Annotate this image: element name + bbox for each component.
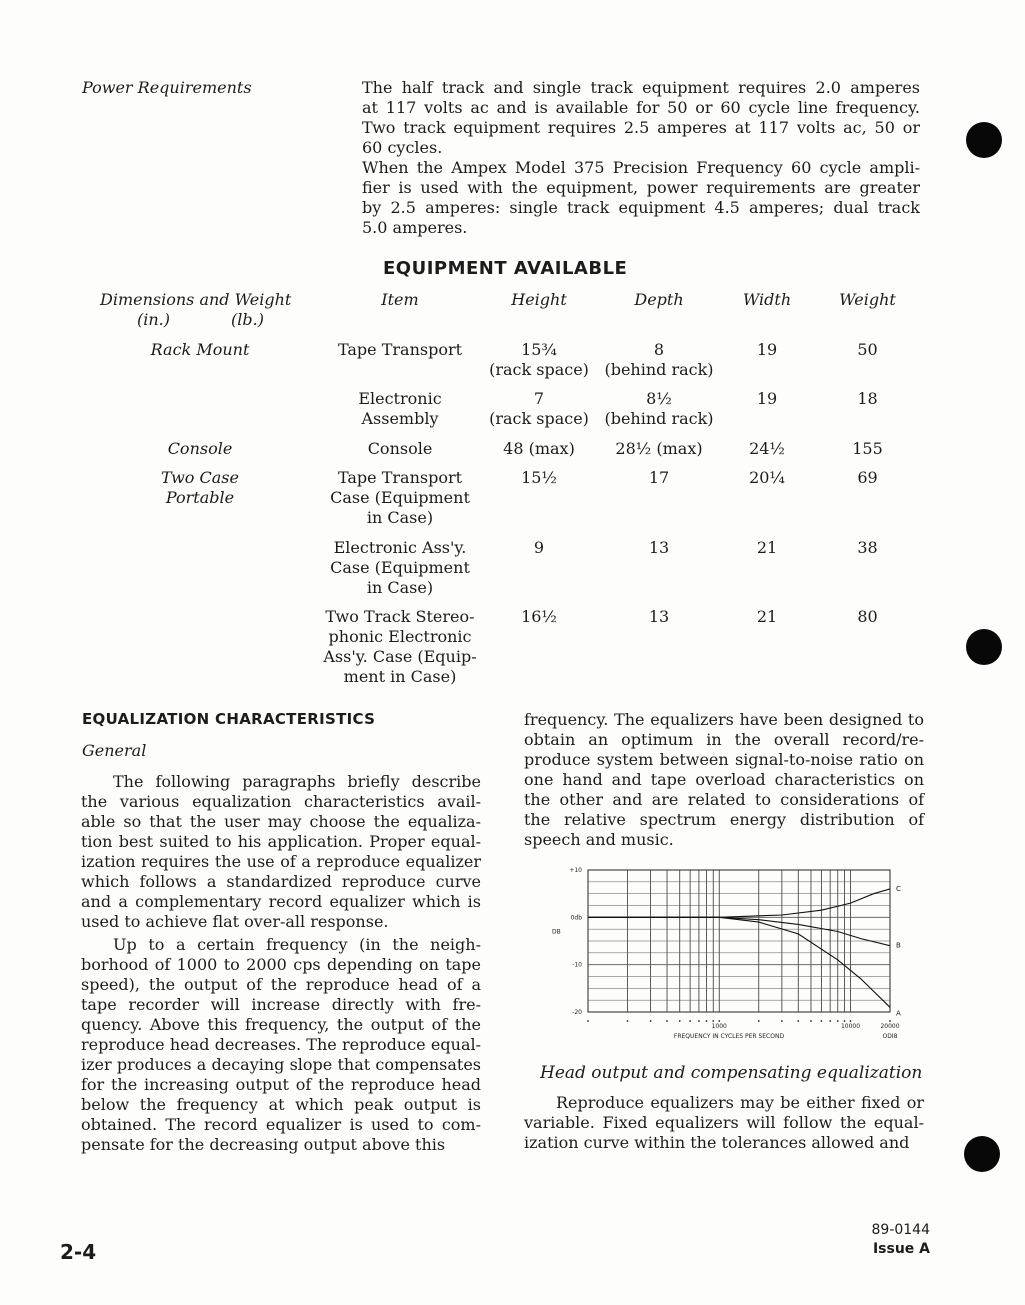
row-width: 19 [756, 389, 778, 408]
chart-caption: Head output and compensating equalization [540, 1063, 923, 1083]
header-item: Item [381, 290, 419, 309]
chart-x-tick-mark [837, 1020, 839, 1022]
row-depth: 8 (behind rack) [604, 340, 714, 379]
row-item: Tape Transport Case (Equipment in Case) [330, 468, 470, 527]
power-line: fier is used with the equipment, power requirements are greater [362, 178, 920, 197]
issue-label: Issue A [872, 1241, 930, 1257]
row-width: 24½ [749, 439, 785, 458]
chart-corner-label: ODI8 [882, 1033, 898, 1040]
row-height: 15¾ (rack space) [489, 340, 589, 379]
power-line: 5.0 amperes. [362, 218, 468, 237]
chart-x-tick-mark [797, 1020, 799, 1022]
chart-x-tick-label: 1000 [711, 1023, 727, 1030]
row-height: 48 (max) [503, 439, 575, 458]
chart-x-tick-mark [689, 1020, 691, 1022]
header-width: Width [742, 290, 792, 309]
row-item: Electronic Ass'y. Case (Equipment in Case) [330, 538, 470, 597]
chart-x-tick-mark [666, 1020, 668, 1022]
row-item: Console [367, 439, 433, 458]
row-weight: 155 [852, 439, 883, 458]
units-in-label: (in.) [137, 310, 170, 329]
general-subheading: General [82, 741, 147, 760]
row-item: Tape Transport [337, 340, 463, 359]
row-item: Electronic Assembly [358, 389, 442, 428]
chart-x-tick-mark [650, 1020, 652, 1022]
row-weight: 80 [857, 607, 878, 626]
page-number: 2-4 [60, 1240, 97, 1264]
chart-x-tick-mark [679, 1020, 681, 1022]
row-item: Two Track Stereo- phonic Electronic Ass'y. Case (Equip- ment in Case) [323, 607, 477, 686]
chart-x-tick-mark [889, 1020, 891, 1022]
row-height: 9 [533, 538, 545, 557]
chart-series-label-c: C [896, 884, 901, 893]
row-width: 21 [756, 538, 778, 557]
binder-hole-top [966, 122, 1002, 158]
power-line: Two track equipment requires 2.5 amperes at 117 volts ac, 50 or [362, 118, 920, 137]
chart-x-tick-mark [698, 1020, 700, 1022]
row-width: 20¼ [749, 468, 785, 487]
chart-x-tick-mark [718, 1020, 720, 1022]
row-depth: 28½ (max) [615, 439, 703, 458]
equalization-paragraph-2: Up to a certain frequency (in the neigh-borhood of 1000 to 2000 cps depending on tape speed), the output of the reproduce head of a tape recorder will increase directly with fre-quency. Above this frequency, the output of the reproduce head decreases. The reproduce equal-izer produces a decaying slope that compensates for the increasing output of the reproduce head below the frequency at which peak output is obtained. The record equalizer is used to com-pensate for the decreasing output above this [81, 935, 481, 1154]
chart-x-tick-mark [850, 1020, 852, 1022]
row-weight: 18 [857, 389, 878, 408]
row-weight: 69 [857, 468, 878, 487]
header-depth: Depth [634, 290, 684, 309]
equalization-paragraph-1: The following paragraphs briefly describe the various equalization characteristics avail-able so that the user may choose the equaliza-tion best suited to his application. Proper equal-ization requires the use of a reproduce equalizer which follows a standardized reproduce curve and a complementary record equalizer which is used to achieve flat over-all response. [81, 772, 481, 931]
row-depth: 8½ (behind rack) [604, 389, 714, 428]
dimensions-weight-label: Dimensions and Weight [100, 290, 292, 309]
power-line: 60 cycles. [362, 138, 443, 157]
row-weight: 38 [857, 538, 878, 557]
chart-x-tick-mark [706, 1020, 708, 1022]
chart-x-tick-mark [627, 1020, 629, 1022]
chart-y-tick-label: 0db [570, 914, 582, 922]
category-console: Console [167, 439, 233, 458]
row-depth: 17 [648, 468, 670, 487]
header-weight: Weight [839, 290, 896, 309]
category-two-case-portable: Two Case Portable [161, 468, 239, 507]
equalization-chart [540, 860, 920, 1052]
chart-y-axis-label: DB [552, 928, 561, 936]
row-depth: 13 [648, 538, 670, 557]
units-lb-label: (lb.) [231, 310, 264, 329]
binder-hole-bottom [964, 1136, 1000, 1172]
chart-x-tick-mark [829, 1020, 831, 1022]
row-depth: 13 [648, 607, 670, 626]
chart-x-tick-mark [810, 1020, 812, 1022]
chart-x-tick-label: 20000 [880, 1023, 900, 1030]
power-line: by 2.5 amperes: single track equipment 4.5 amperes; dual track [362, 198, 920, 217]
chart-x-axis-label: FREQUENCY IN CYCLES PER SECOND [673, 1033, 785, 1040]
chart-x-tick-mark [712, 1020, 714, 1022]
binder-hole-middle [966, 629, 1002, 665]
chart-y-tick-label: -10 [572, 961, 582, 969]
equalization-paragraph-3: frequency. The equalizers have been designed to obtain an optimum in the overall record/re-produce system between signal-to-noise ratio on one hand and tape overload characteristics on the other and are related to considerations of the relative spectrum energy distribution of speech and music. [524, 710, 924, 849]
header-height: Height [511, 290, 567, 309]
chart-x-tick-mark [587, 1020, 589, 1022]
chart-x-tick-mark [820, 1020, 822, 1022]
chart-series-label-a: A [896, 1009, 901, 1018]
power-line: at 117 volts ac and is available for 50 or 60 cycle line frequency. [362, 98, 920, 117]
chart-y-tick-label: -20 [572, 1009, 582, 1016]
document-number: 89-0144 [871, 1222, 930, 1238]
power-requirements-text [362, 78, 920, 238]
equipment-title: EQUIPMENT AVAILABLE [383, 258, 628, 279]
category-rack-mount: Rack Mount [150, 340, 250, 359]
chart-x-tick-mark [758, 1020, 760, 1022]
chart-x-tick-mark [781, 1020, 783, 1022]
row-weight: 50 [857, 340, 878, 359]
row-height: 16½ [521, 607, 557, 626]
row-width: 19 [756, 340, 778, 359]
row-height: 7 (rack space) [489, 389, 589, 428]
power-requirements-label: Power Requirements [82, 78, 252, 97]
chart-y-tick-label: +10 [569, 867, 582, 874]
equalization-heading: EQUALIZATION CHARACTERISTICS [82, 710, 376, 728]
row-height: 15½ [521, 468, 557, 487]
chart-series-label-b: B [896, 941, 901, 950]
equalization-paragraph-4: Reproduce equalizers may be either fixed or variable. Fixed equalizers will follow the equal-ization curve within the tolerances allowed and [524, 1093, 924, 1152]
row-width: 21 [756, 607, 778, 626]
chart-x-tick-label: 10000 [840, 1023, 861, 1030]
power-line: The half track and single track equipment requires 2.0 amperes [362, 78, 920, 97]
chart-x-tick-mark [844, 1020, 846, 1022]
power-line: When the Ampex Model 375 Precision Frequency 60 cycle ampli- [362, 158, 920, 177]
